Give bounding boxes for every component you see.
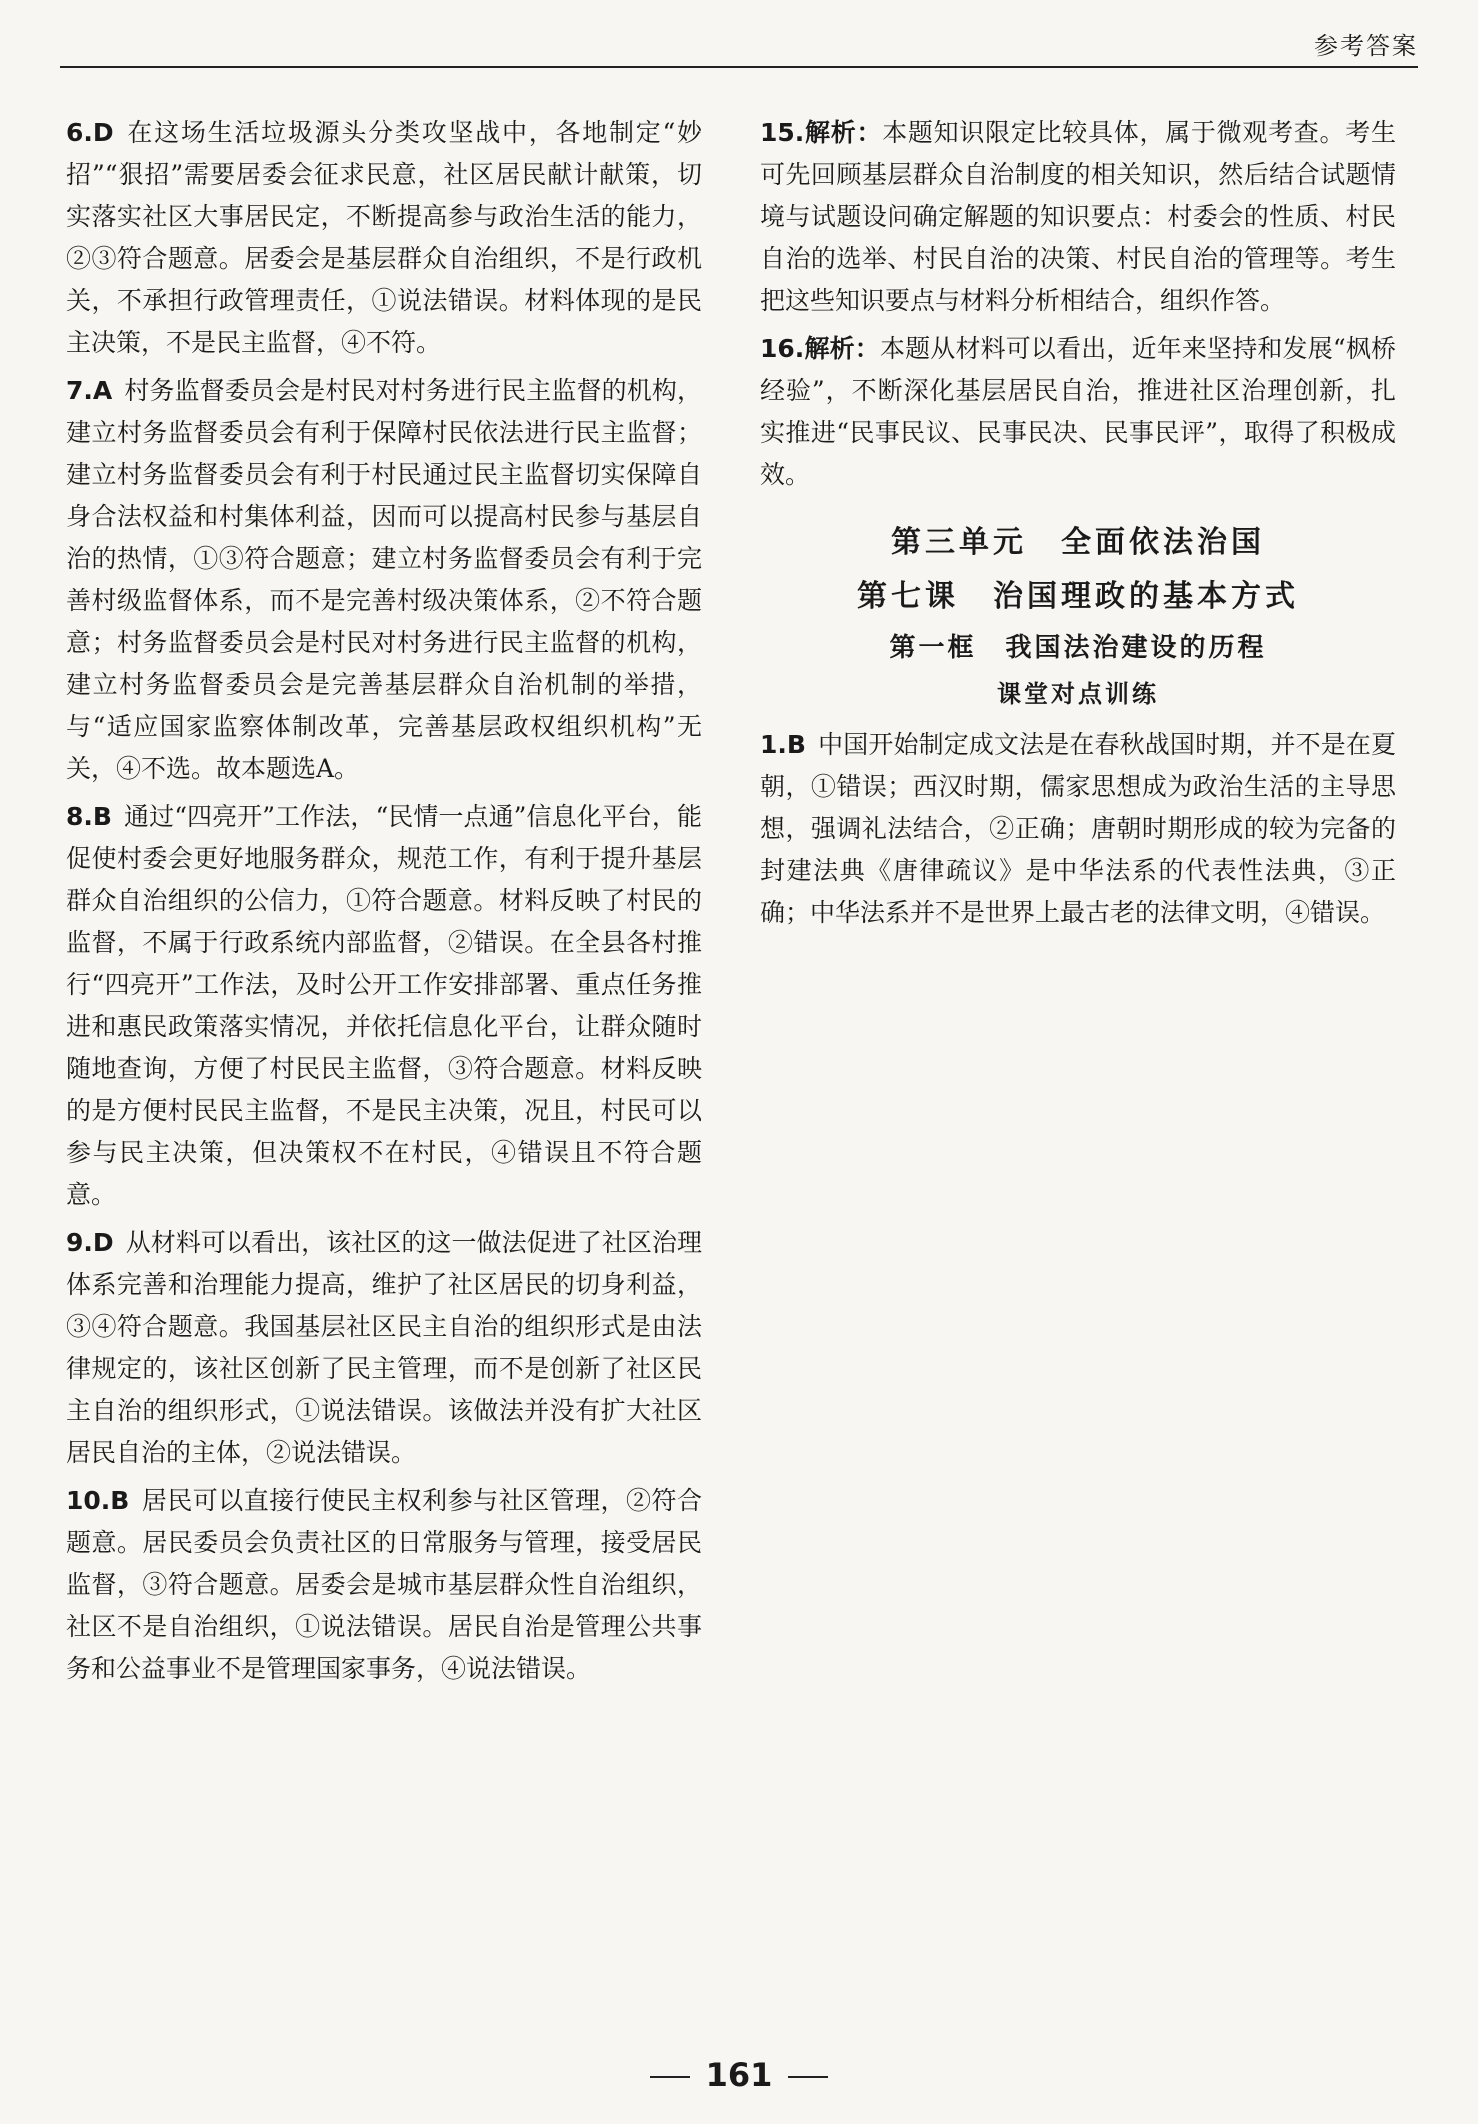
- exercise-entry-1: 1.B 中国开始制定成文法是在春秋战国时期，并不是在夏朝，①错误；西汉时期，儒家思想成为政治生活的主导思想，强调礼法结合，②正确；唐朝时期形成的较为完备的封建法典《唐律疏议》是中华法系的代表性法典，③正确；中华法系并不是世界上最古老的法律文明，④错误。: [760, 730, 1396, 927]
- footer-dash-right: [788, 2076, 828, 2078]
- left-column: [66, 112, 702, 2032]
- footer-dash-left: [650, 2076, 690, 2078]
- lesson-heading: 第七课 治国理政的基本方式: [857, 579, 1299, 614]
- answer-entry-16: 16.解析：本题从材料可以看出，近年来坚持和发展“枫桥经验”，不断深化基层居民自治，推进社区治理创新，扎实推进“民事民议、民事民决、民事民评”，取得了积极成效。: [760, 334, 1396, 489]
- section-heading: 课堂对点训练: [997, 680, 1159, 708]
- answer-entry-9: 9.D 从材料可以看出，该社区的这一做法促进了社区治理体系完善和治理能力提高，维护了社区居民的切身利益，③④符合题意。我国基层社区民主自治的组织形式是由法律规定的，该社区创新了民主管理，而不是创新了社区民主自治的组织形式，①说法错误。该做法并没有扩大社区居民自治的主体，②说法错误。: [66, 1228, 702, 1467]
- right-column: [760, 112, 1396, 2032]
- answer-entry-10: 10.B 居民可以直接行使民主权利参与社区管理，②符合题意。居民委员会负责社区的日常服务与管理，接受居民监督，③符合题意。居委会是城市基层群众性自治组织，社区不是自治组织，①说法错误。居民自治是管理公共事务和公益事业不是管理国家事务，④说法错误。: [66, 1486, 702, 1683]
- answer-entry-15: 15.解析：本题知识限定比较具体，属于微观考查。考生可先回顾基层群众自治制度的相关知识，然后结合试题情境与试题设问确定解题的知识要点：村委会的性质、村民自治的选举、村民自治的决策、村民自治的管理等。考生把这些知识要点与材料分析相结合，组织作答。: [760, 118, 1396, 315]
- unit-heading: 第三单元 全面依法治国: [891, 525, 1265, 560]
- page-footer: [0, 2056, 1478, 2094]
- page-number: 161: [705, 2056, 773, 2094]
- frame-heading: 第一框 我国法治建设的历程: [889, 633, 1267, 663]
- page-header: [60, 22, 1418, 68]
- unit-headings: [760, 516, 1396, 716]
- answer-entry-6: 6.D 在这场生活垃圾源头分类攻坚战中，各地制定“妙招”“狠招”需要居委会征求民意，社区居民献计献策，切实落实社区大事居民定，不断提高参与政治生活的能力，②③符合题意。居委会是基层群众自治组织，不是行政机关，不承担行政管理责任，①说法错误。材料体现的是民主决策，不是民主监督，④不符。: [66, 118, 702, 357]
- answer-entry-8: 8.B 通过“四亮开”工作法，“民情一点通”信息化平台，能促使村委会更好地服务群众，规范工作，有利于提升基层群众自治组织的公信力，①符合题意。材料反映了村民的监督，不属于行政系统内部监督，②错误。在全县各村推行“四亮开”工作法，及时公开工作安排部署、重点任务推进和惠民政策落实情况，并依托信息化平台，让群众随时随地查询，方便了村民民主监督，③符合题意。材料反映的是方便村民民主监督，不是民主决策，况且，村民可以参与民主决策，但决策权不在村民，④错误且不符合题意。: [66, 802, 702, 1209]
- answer-entry-7: 7.A 村务监督委员会是村民对村务进行民主监督的机构，建立村务监督委员会有利于保障村民依法进行民主监督；建立村务监督委员会有利于村民通过民主监督切实保障自身合法权益和村集体利益，因而可以提高村民参与基层自治的热情，①③符合题意；建立村务监督委员会有利于完善村级监督体系，而不是完善村级决策体系，②不符合题意；村务监督委员会是村民对村务进行民主监督的机构，建立村务监督委员会是完善基层群众自治机制的举措，与“适应国家监察体制改革，完善基层政权组织机构”无关，④不选。故本题选A。: [66, 376, 702, 783]
- header-title: 参考答案: [1314, 32, 1418, 60]
